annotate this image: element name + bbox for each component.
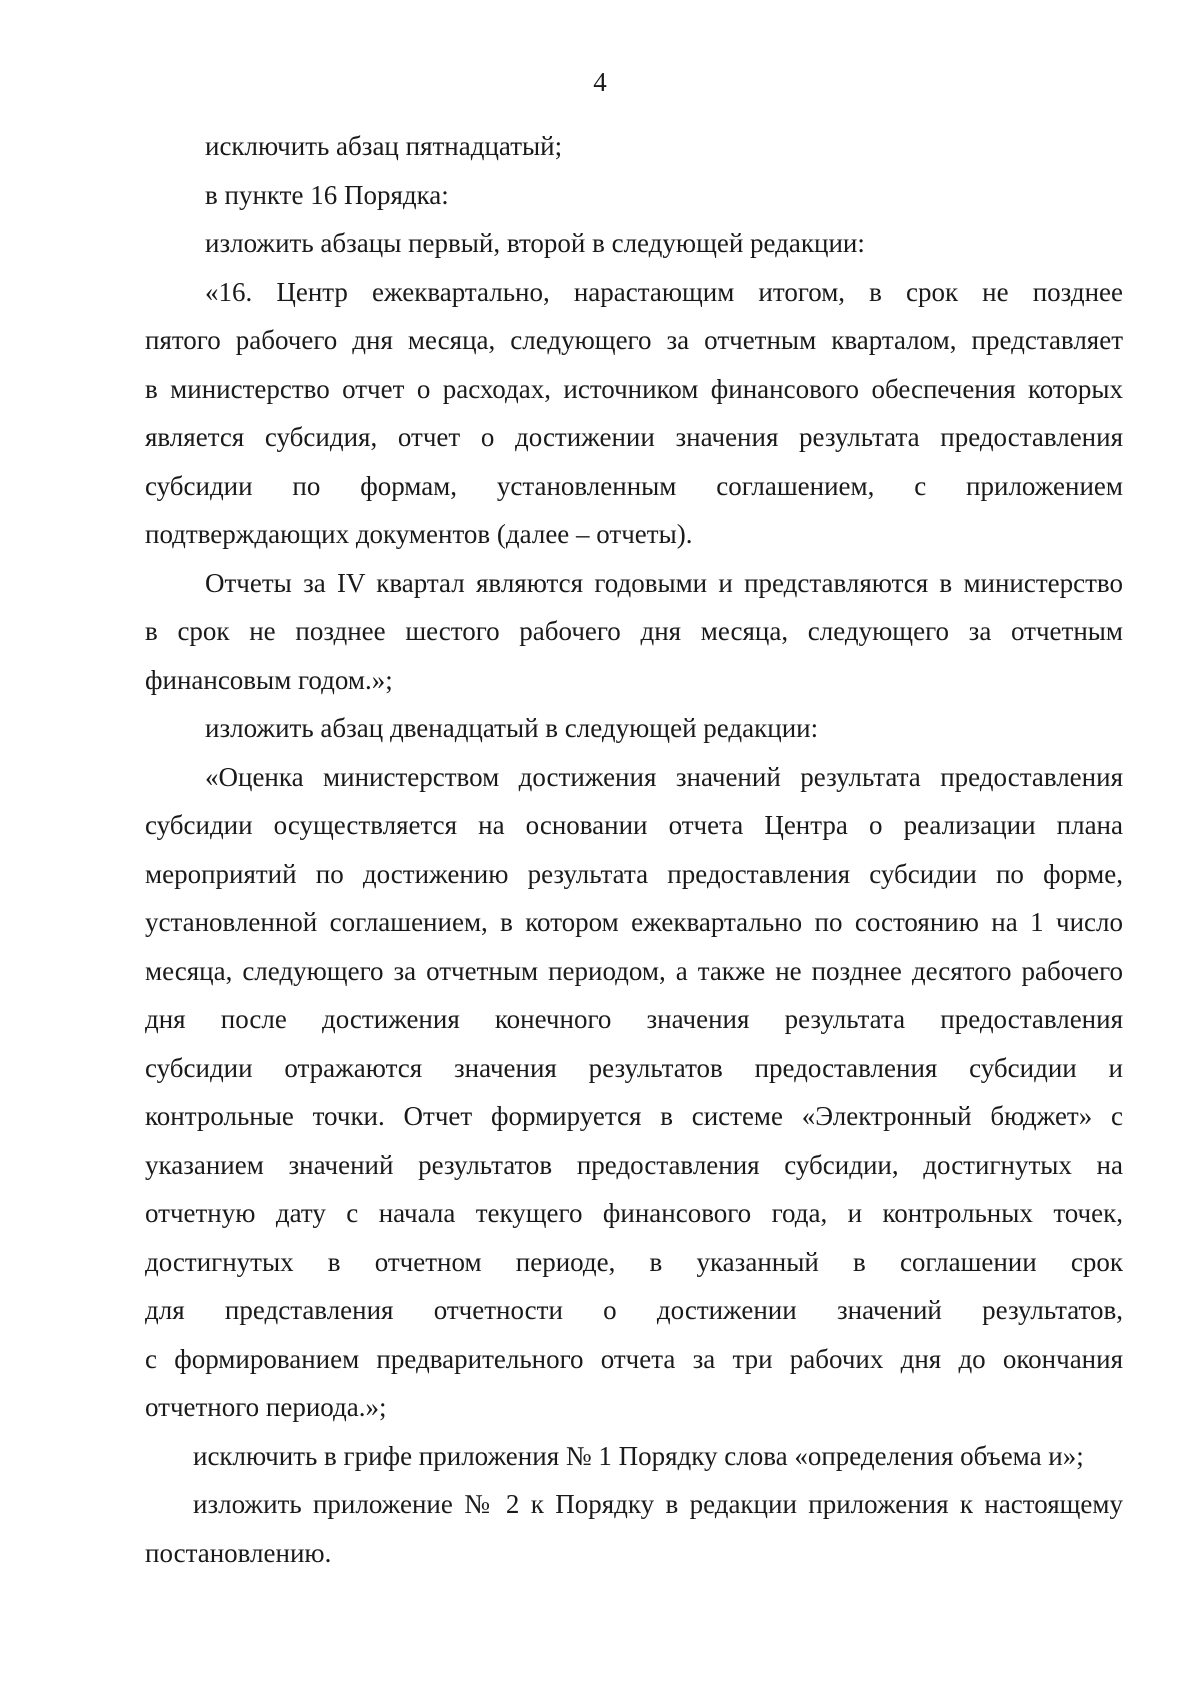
text-line: исключить в грифе приложения № 1 Порядку слова «определения объема и»; [193, 1440, 1084, 1471]
text-line: для представления отчетности о достижении значений результатов, [145, 1295, 1123, 1325]
text-line: в пункте 16 Порядка: [205, 179, 449, 210]
text-line: подтверждающих документов (далее – отчеты). [145, 519, 693, 549]
text-line: исключить абзац пятнадцатый; [205, 131, 563, 161]
text-line: финансовым годом.»; [145, 664, 393, 695]
text-line: указанием значений результатов предоставления субсидии, достигнутых на [145, 1149, 1123, 1180]
text-line: мероприятий по достижению результата предоставления субсидии по форме, [145, 858, 1123, 889]
text-line: пятого рабочего дня месяца, следующего за отчетным кварталом, представляет [145, 325, 1123, 355]
text-line: в срок не позднее шестого рабочего дня месяца, следующего за отчетным [145, 616, 1123, 646]
text-line: постановлению. [145, 1537, 332, 1568]
text-line: является субсидия, отчет о достижении значения результата предоставления [145, 422, 1123, 452]
text-line: «Оценка министерством достижения значений результата предоставления [205, 761, 1123, 792]
text-line: отчетную дату с начала текущего финансового года, и контрольных точек, [145, 1198, 1123, 1228]
text-line: месяца, следующего за отчетным периодом, а также не позднее десятого рабочего [145, 955, 1123, 986]
text-line: в министерство отчет о расходах, источником финансового обеспечения которых [145, 373, 1123, 404]
text-line: субсидии осуществляется на основании отчета Центра о реализации плана [145, 810, 1123, 840]
text-line: с формированием предварительного отчета за три рабочих дня до окончания [145, 1343, 1123, 1374]
text-line: субсидии по формам, установленным соглашением, с приложением [145, 470, 1123, 501]
document-body [145, 122, 1123, 1577]
text-line: изложить приложение № 2 к Порядку в редакции приложения к настоящему [193, 1489, 1123, 1519]
text-line: установленной соглашением, в котором ежеквартально по состоянию на 1 число [145, 907, 1123, 937]
text-line: дня после достижения конечного значения результата предоставления [145, 1004, 1123, 1034]
text-line: изложить абзацы первый, второй в следующей редакции: [205, 228, 865, 258]
text-line: изложить абзац двенадцатый в следующей редакции: [205, 713, 819, 743]
text-line: «16. Центр ежеквартально, нарастающим итогом, в срок не позднее [205, 276, 1123, 307]
text-line: достигнутых в отчетном периоде, в указанный в соглашении срок [145, 1246, 1123, 1277]
text-line: субсидии отражаются значения результатов предоставления субсидии и [145, 1052, 1123, 1083]
text-line: Отчеты за IV квартал являются годовыми и представляются в министерство [205, 567, 1123, 598]
text-line: отчетного периода.»; [145, 1392, 387, 1422]
text-line: контрольные точки. Отчет формируется в системе «Электронный бюджет» с [145, 1101, 1123, 1131]
page-number: 4 [593, 67, 607, 97]
